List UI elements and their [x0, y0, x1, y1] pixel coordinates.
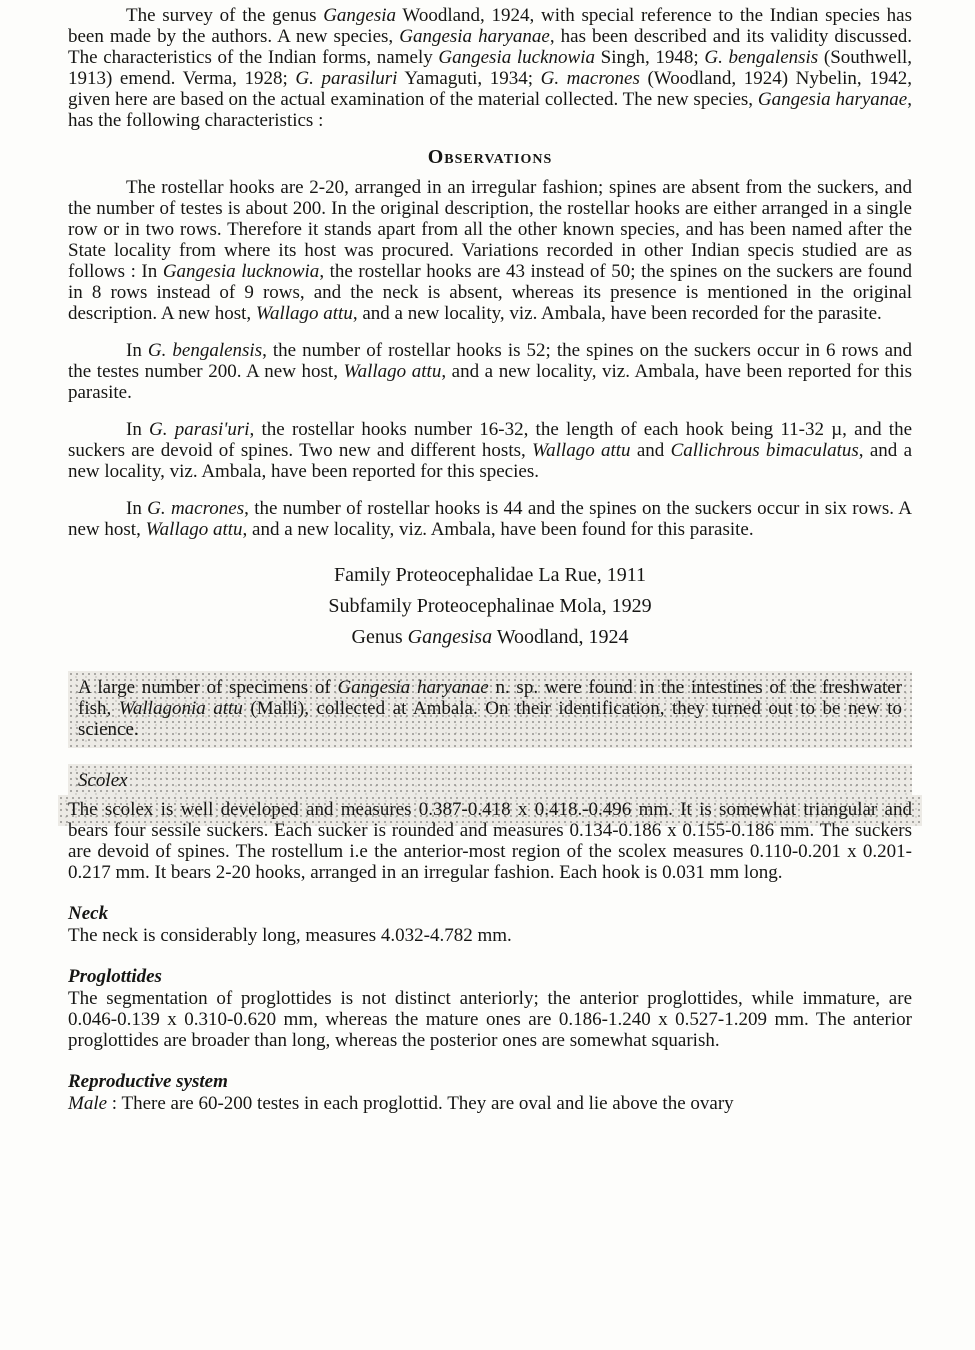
- taxonomy-genus-line: Genus Gangesisa Woodland, 1924: [351, 626, 629, 648]
- paragraph-g-macrones: In G. macrones, the number of rostellar hooks is 44 and the spines on the suckers occur in six rows. A new host, Wallago attu, and a new locality, viz. Ambala, have been found for this parasite.: [68, 498, 912, 540]
- paragraph-specimens-highlighted: A large number of specimens of Gangesia haryanae n. sp. were found in the intestines of the freshwater fish, Wallagonia attu (Malli), collected at Ambala. On their identification, they turned out to be new to science.: [68, 671, 912, 748]
- paragraph-g-parasiluri: In G. parasi'uri, the rostellar hooks number 16-32, the length of each hook being 11-32 µ, and the suckers are devoid of spines. Two new and different hosts, Wallago attu and Callichrous bimaculatus, and a new locality, viz. Ambala, have been reported for this species.: [68, 419, 913, 482]
- observations-heading: Observations: [427, 146, 553, 168]
- taxonomy-subfamily-line: Subfamily Proteocephalinae Mola, 1929: [328, 595, 652, 617]
- neck-heading: Neck: [68, 903, 109, 924]
- paragraph-scolex: The scolex is well developed and measures 0.387-0.418 x 0.418.-0.496 mm. It is somewhat triangular and bears four sessile suckers. Each sucker is rounded and measures 0.134-0.186 x 0.155-0.186 mm. The suckers are devoid of spines. The rostellum i.e the anterior-most region of the scolex measures 0.110-0.201 x 0.201-0.217 mm. It bears 2-20 hooks, arranged in an irregular fashion. Each hook is 0.031 mm long.: [68, 799, 912, 883]
- paragraph-neck: The neck is considerably long, measures 4.032-4.782 mm.: [68, 925, 512, 946]
- taxonomy-block: [68, 560, 912, 653]
- scolex-heading: Scolex: [68, 764, 912, 798]
- reproductive-system-heading: Reproductive system: [68, 1071, 228, 1092]
- proglottides-heading: Proglottides: [68, 966, 162, 987]
- paragraph-proglottides: The segmentation of proglottides is not distinct anteriorly; the anterior proglottides, while immature, are 0.046-0.139 x 0.310-0.620 mm, whereas the mature ones are 0.186-1.240 x 0.527-1.209 mm. The anterior proglottides are broader than long, whereas the posterior ones are somewhat squarish.: [68, 988, 912, 1051]
- paragraph-male: Male : There are 60-200 testes in each proglottid. They are oval and lie above the ovary: [68, 1093, 734, 1114]
- paragraph-g-bengalensis: In G. bengalensis, the number of rostellar hooks is 52; the spines on the suckers occur in 6 rows and the testes number 200. A new host, Wallago attu, and a new locality, viz. Ambala, have been reported for this parasite.: [68, 340, 913, 403]
- taxonomy-family-line: Family Proteocephalidae La Rue, 1911: [334, 564, 646, 586]
- intro-paragraph: The survey of the genus Gangesia Woodland, 1924, with special reference to the Indian species has been made by the authors. A new species, Gangesia haryanae, has been described and its validity discussed. The characteristics of the Indian forms, namely Gangesia lucknowia Singh, 1948; G. bengalensis (Southwell, 1913) emend. Verma, 1928; G. parasiluri Yamaguti, 1934; G. macrones (Woodland, 1924) Nybelin, 1942, given here are based on the actual examination of the material collected. The new species, Gangesia haryanae, has the following characteristics :: [68, 5, 912, 131]
- paragraph-rostellar-hooks: The rostellar hooks are 2-20, arranged in an irregular fashion; spines are absent from the suckers, and the number of testes is about 200. In the original description, the rostellar hooks are either arranged in a single row or in two rows. Therefore it stands apart from all the other known species, and has been named after the State locality from where its host was procured. Variations recorded in other Indian specis studied are as follows : In Gangesia lucknowia, the rostellar hooks are 43 instead of 50; the spines on the suckers are found in 8 rows instead of 9 rows, and the neck is absent, whereas its presence is mentioned in the original description. A new host, Wallago attu, and a new locality, viz. Ambala, have been recorded for the parasite.: [68, 177, 912, 324]
